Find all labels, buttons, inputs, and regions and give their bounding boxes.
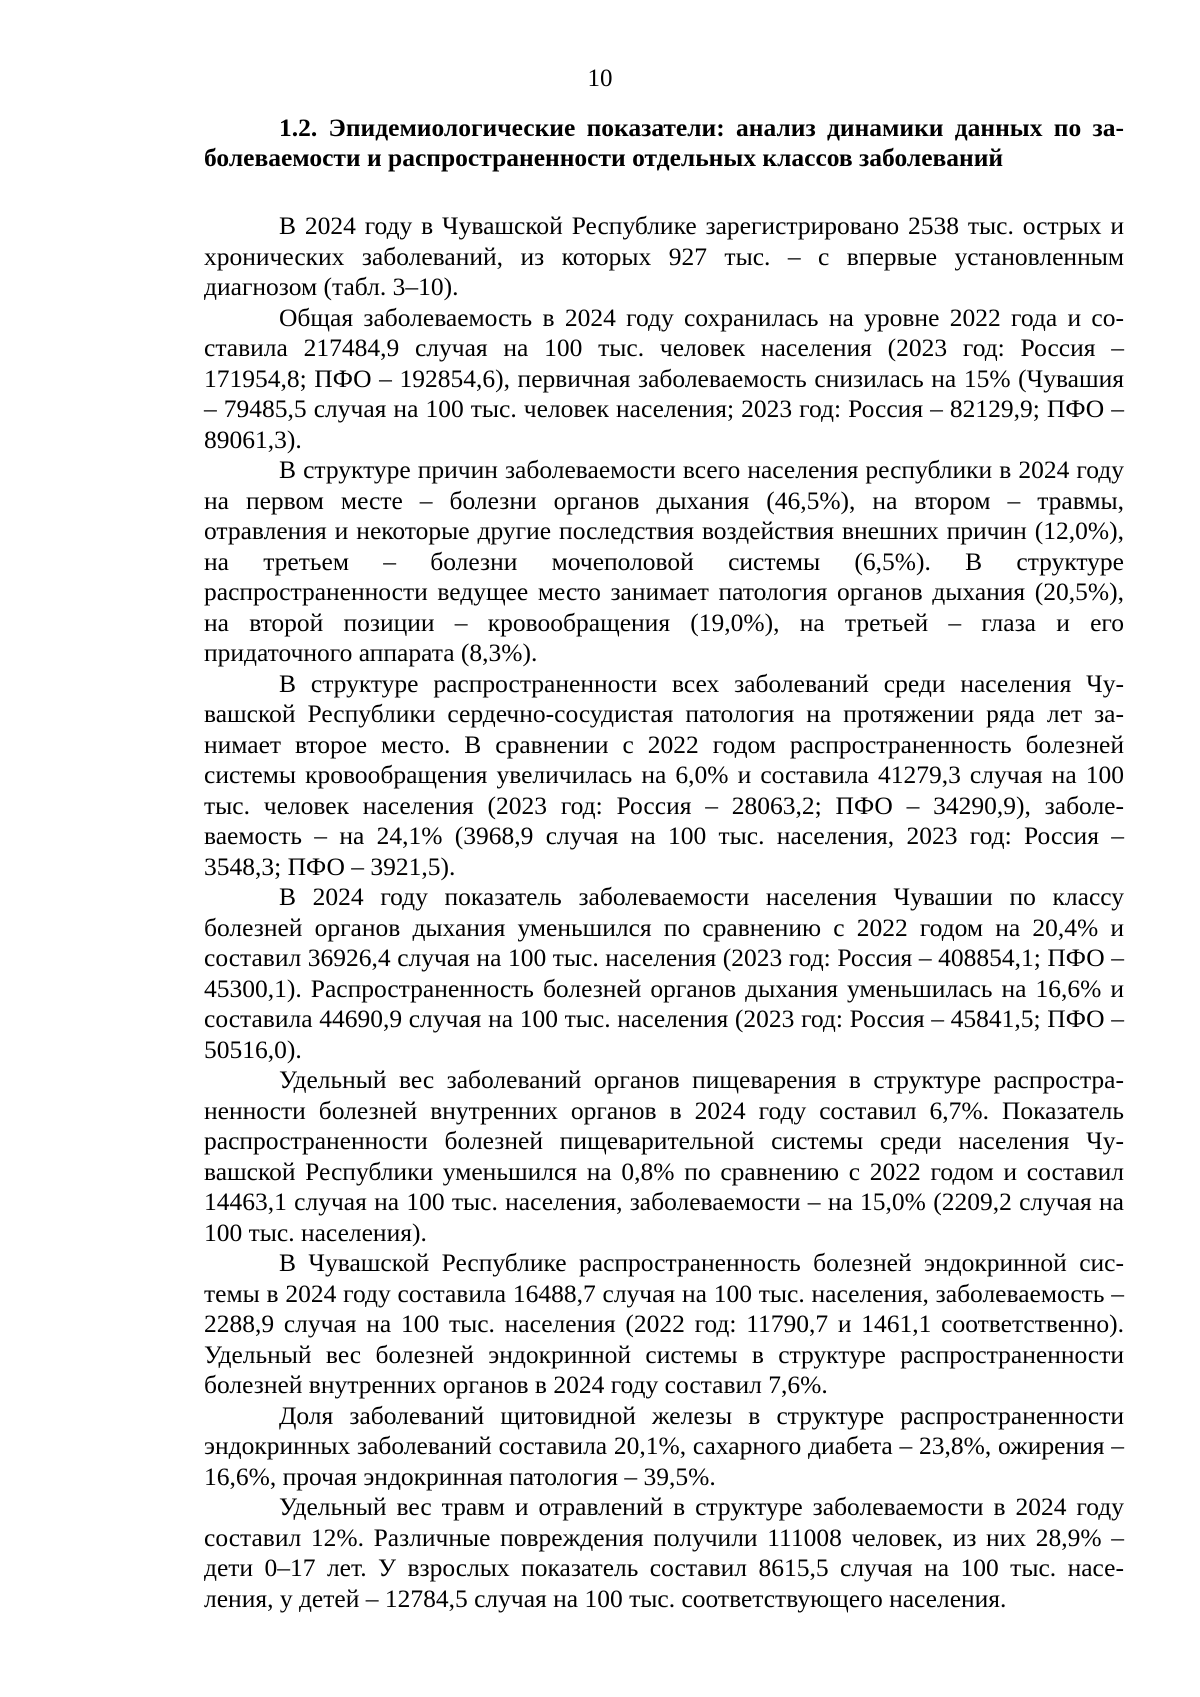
paragraph: В структуре причин заболеваемости всего населения республики в 2024 году на первом месте – болезни органов дыхания (46,5%), на втором – травмы, отравления и некоторые другие последствия воздействия внешних причин (12,0%), на третьем – болезни мочеполовой системы (6,5%). В структуре распространенности ведущее место занимает патология органов дыхания (20,5%), на второй позиции – кровообращения (19,0%), на третьей – глаза и его придаточного аппарата (8,3%). [204, 455, 1124, 667]
page-content [204, 113, 1124, 1614]
paragraph: Общая заболеваемость в 2024 году сохранилась на уровне 2022 года и составила 217484,9 случая на 100 тыс. человек населения (2023 год: Россия – 171954,8; ПФО – 192854,6), первичная заболеваемость снизилась на 15% (Чувашия – 79485,5 случая на 100 тыс. человек населения; 2023 год: Россия – 82129,9; ПФО – 89061,3). [204, 302, 1124, 454]
paragraph: Удельный вес заболеваний органов пищеварения в структуре распространенности болезней внутренних органов в 2024 году составил 6,7%. Показатель распространенности болезней пищеварительной системы среди населения Чувашской Республики уменьшился на 0,8% по сравнению с 2022 годом и составил 14463,1 случая на 100 тыс. населения, заболеваемости – на 15,0% (2209,2 случая на 100 тыс. населения). [204, 1065, 1124, 1247]
body-text [204, 211, 1124, 1614]
section-heading: 1.2. Эпидемиологические показатели: анализ динамики данных по заболеваемости и распространенности отдельных классов заболеваний [204, 113, 1124, 172]
paragraph: Удельный вес травм и отравлений в структуре заболеваемости в 2024 году составил 12%. Различные повреждения получили 111008 человек, из них 28,9% – дети 0–17 лет. У взрослых показатель составил 8615,5 случая на 100 тыс. населения, у детей – 12784,5 случая на 100 тыс. соответствующего населения. [204, 1492, 1124, 1613]
paragraph: Доля заболеваний щитовидной железы в структуре распространенности эндокринных заболеваний составила 20,1%, сахарного диабета – 23,8%, ожирения – 16,6%, прочая эндокринная патология – 39,5%. [204, 1400, 1124, 1491]
paragraph: В структуре распространенности всех заболеваний среди населения Чувашской Республики сердечно-сосудистая патология на протяжении ряда лет занимает второе место. В сравнении с 2022 годом распространенность болезней системы кровообращения увеличилась на 6,0% и составила 41279,3 случая на 100 тыс. человек населения (2023 год: Россия – 28063,2; ПФО – 34290,9), заболеваемость – на 24,1% (3968,9 случая на 100 тыс. населения, 2023 год: Россия – 3548,3; ПФО – 3921,5). [204, 668, 1124, 881]
paragraph: В 2024 году в Чувашской Республике зарегистрировано 2538 тыс. острых и хронических заболеваний, из которых 927 тыс. – с впервые установленным диагнозом (табл. 3–10). [204, 211, 1124, 301]
paragraph: В 2024 году показатель заболеваемости населения Чувашии по классу болезней органов дыхания уменьшился по сравнению с 2022 годом на 20,4% и составил 36926,4 случая на 100 тыс. населения (2023 год: Россия – 408854,1; ПФО – 45300,1). Распространенность болезней органов дыхания уменьшилась на 16,6% и составила 44690,9 случая на 100 тыс. населения (2023 год: Россия – 45841,5; ПФО – 50516,0). [204, 882, 1124, 1064]
paragraph: В Чувашской Республике распространенность болезней эндокринной системы в 2024 году составила 16488,7 случая на 100 тыс. населения, заболеваемость – 2288,9 случая на 100 тыс. населения (2022 год: 11790,7 и 1461,1 соответственно). Удельный вес болезней эндокринной системы в структуре распространенности болезней внутренних органов в 2024 году составил 7,6%. [204, 1248, 1124, 1399]
page-number: 10 [587, 65, 613, 92]
